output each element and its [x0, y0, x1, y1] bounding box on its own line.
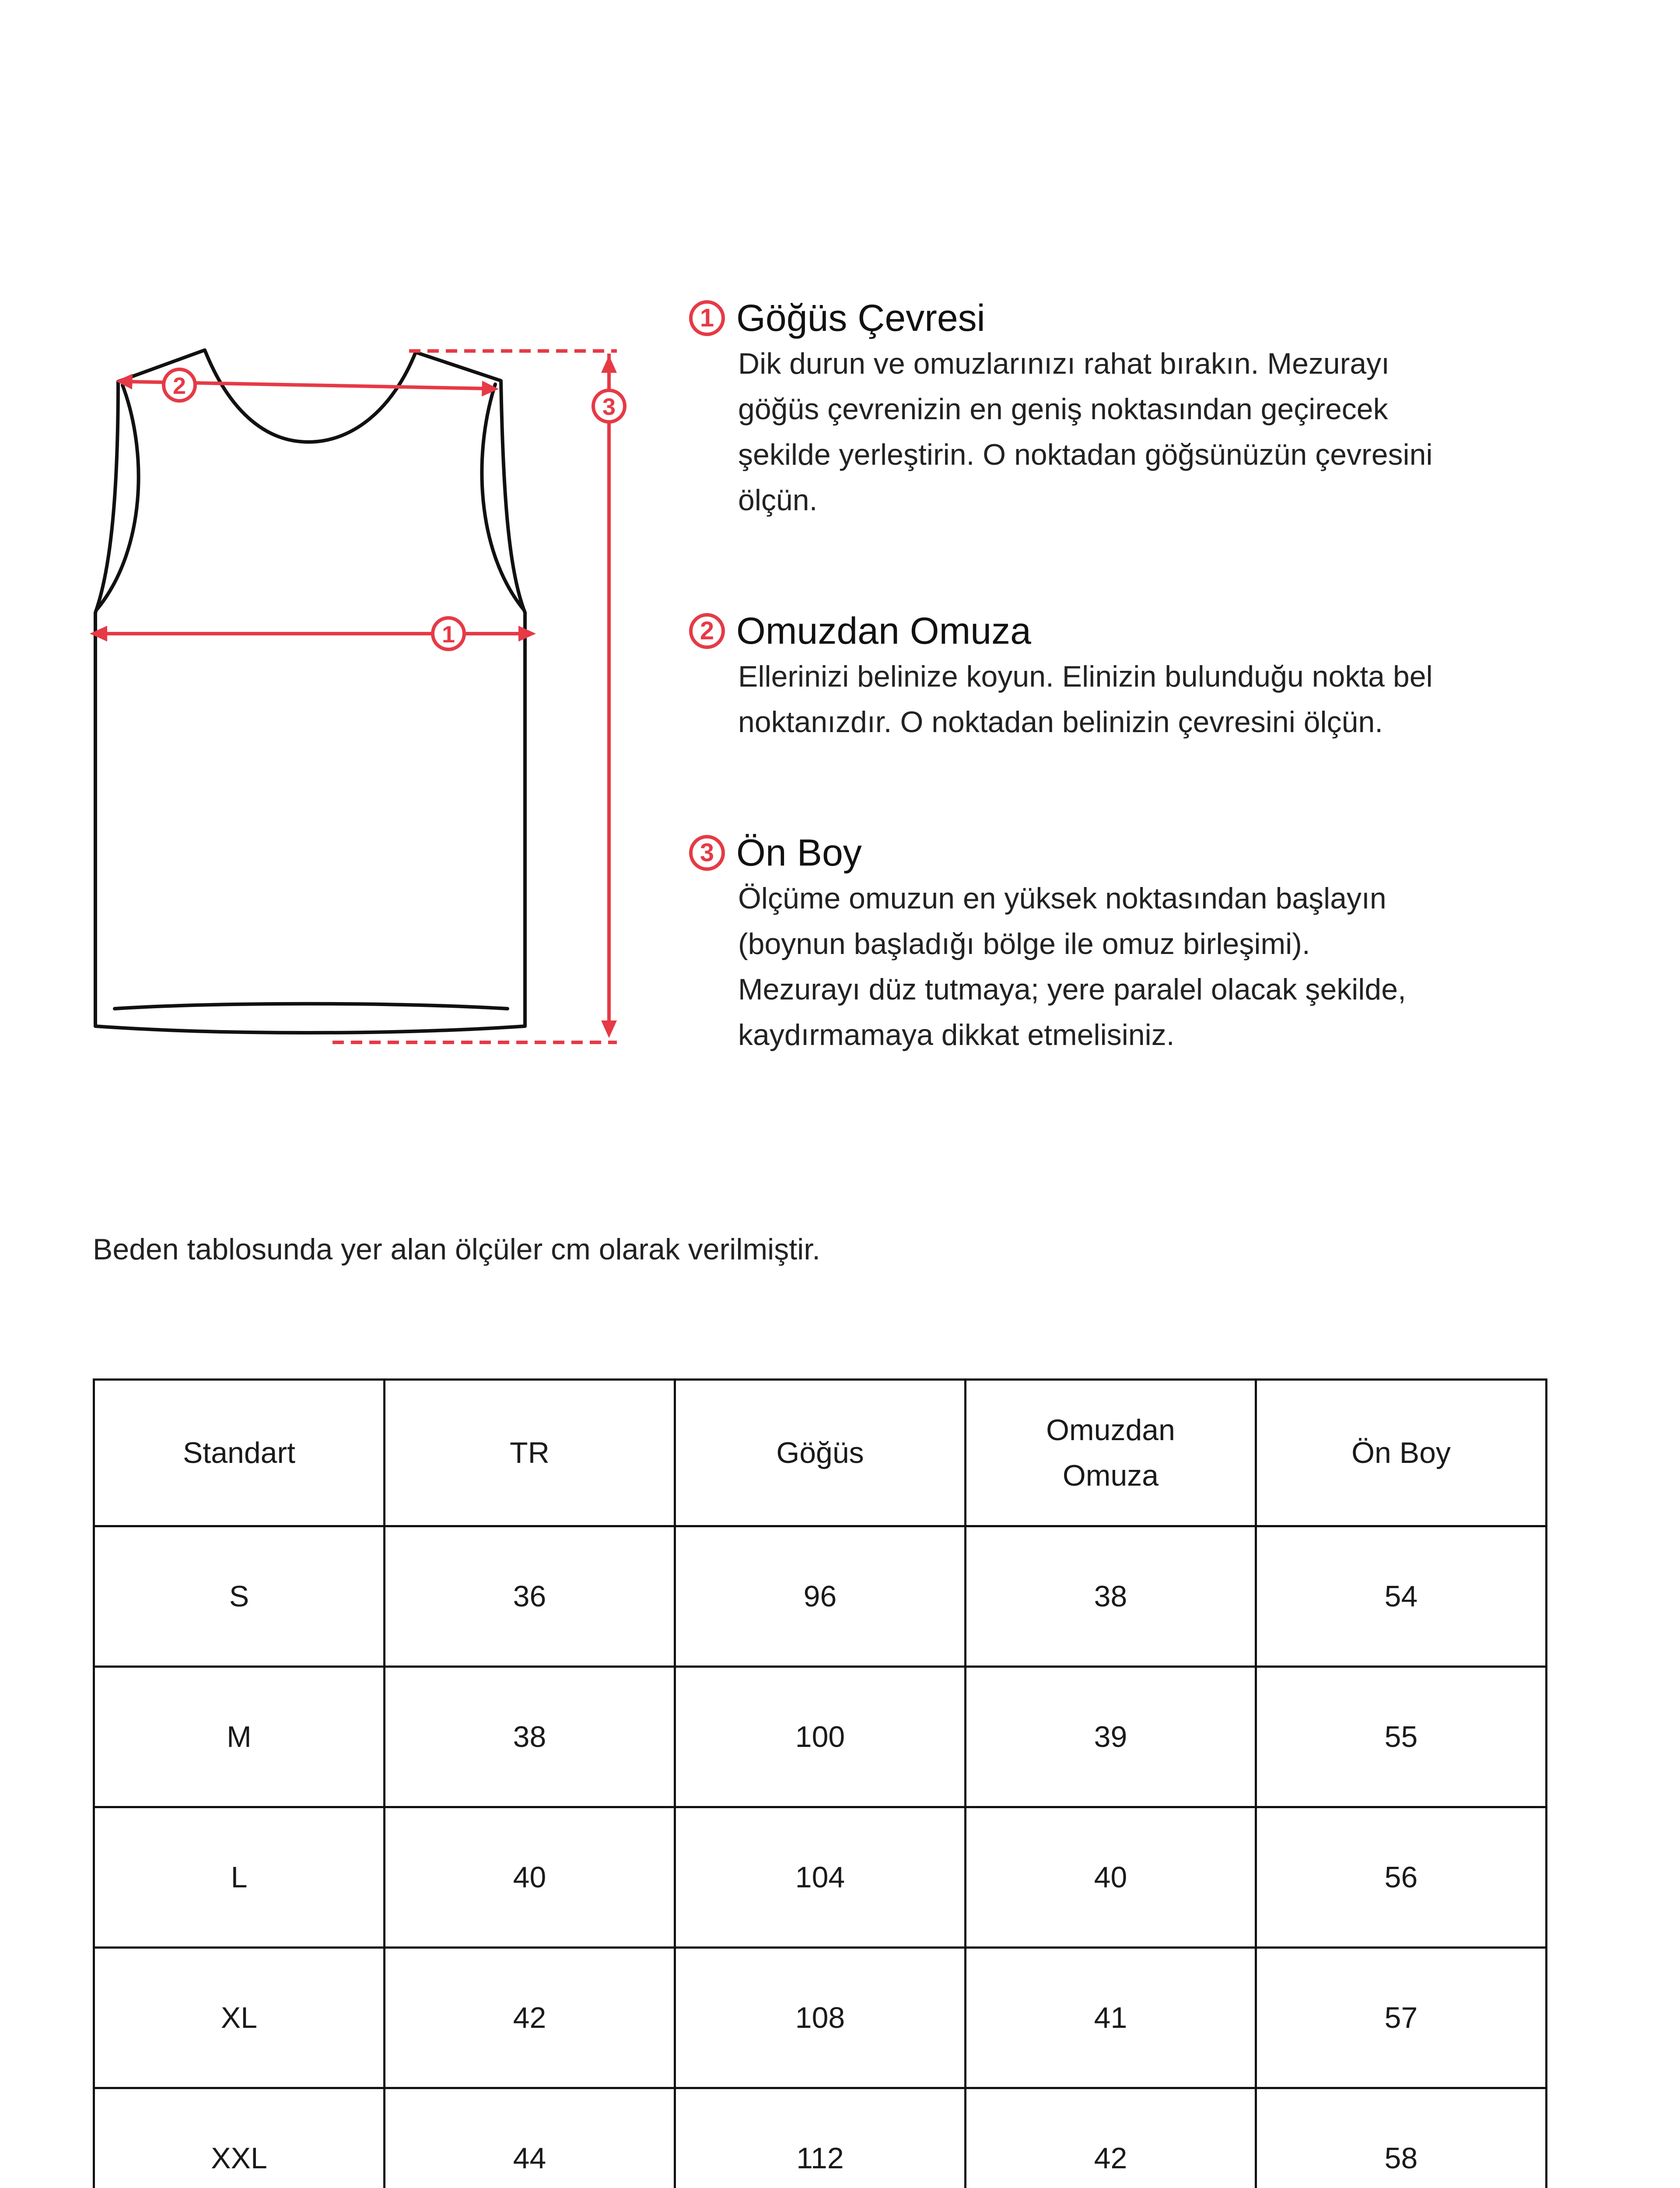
- cell-gogus: 100: [675, 1667, 966, 1807]
- table-row: [94, 1948, 1547, 2088]
- cell-gogus: 112: [675, 2088, 966, 2188]
- size-chart-table: [93, 1378, 1547, 2188]
- length-title: Ön Boy: [736, 832, 862, 874]
- chest-arrowhead-left: [90, 626, 107, 642]
- cell-gogus: 104: [675, 1807, 966, 1948]
- cell-on-boy: 54: [1256, 1526, 1547, 1667]
- hem-stitch-line: [115, 1004, 508, 1009]
- header-omuza-line: Omuza: [1062, 1459, 1159, 1492]
- table-row: [94, 1667, 1547, 1807]
- cell-on-boy: 55: [1256, 1667, 1547, 1807]
- shoulder-title: Omuzdan Omuza: [736, 610, 1031, 652]
- chest-badge-number: 1: [441, 621, 455, 648]
- cell-omuzdan-omuza: 39: [966, 1667, 1256, 1807]
- garment-outline: [95, 350, 525, 1033]
- cell-omuzdan-omuza: 40: [966, 1807, 1256, 1948]
- shoulder-instructions: Ellerinizi belinize koyun. Elinizin bulunduğu nokta bel noktanızdır. O noktadan belinizin çevresini ölçün.: [738, 660, 1433, 739]
- header-tr: TR: [385, 1380, 675, 1526]
- cell-standart: XL: [94, 1948, 385, 2088]
- cell-omuzdan-omuza: 41: [966, 1948, 1256, 2088]
- chest-instructions: Dik durun ve omuzlarınızı rahat bırakın. Mezurayı göğüs çevrenizin en geniş noktasından geçirecek şekilde yerleştirin. O noktadan göğsünüzün çevresini ölçün.: [738, 347, 1433, 517]
- cell-on-boy: 57: [1256, 1948, 1547, 2088]
- header-omuzdan-line: Omuzdan: [1046, 1413, 1175, 1447]
- cell-tr: 38: [385, 1667, 675, 1807]
- header-omuzdan-omuza: [966, 1380, 1256, 1526]
- header-standart: Standart: [94, 1380, 385, 1526]
- chest-title: Göğüs Çevresi: [736, 297, 985, 339]
- table-row: [94, 1807, 1547, 1948]
- length-instructions: Ölçüme omuzun en yüksek noktasından başlayın (boynun başladığı bölge ile omuz birleşimi). Mezurayı düz tutmaya; yere paralel olacak şekilde, kaydırmamaya dikkat etmelisiniz.: [738, 882, 1406, 1052]
- tank-top-measurement-diagram: [0, 0, 656, 1094]
- cell-standart: M: [94, 1667, 385, 1807]
- cell-omuzdan-omuza: 38: [966, 1526, 1256, 1667]
- cell-standart: S: [94, 1526, 385, 1667]
- cell-tr: 36: [385, 1526, 675, 1667]
- shoulder-badge-number: 2: [172, 373, 186, 399]
- cell-on-boy: 56: [1256, 1807, 1547, 1948]
- table-row: [94, 1526, 1547, 1667]
- chest-arrowhead-right: [518, 626, 536, 642]
- size-chart-note: Beden tablosunda yer alan ölçüler cm olarak verilmiştir.: [93, 1233, 821, 1266]
- header-gogus: Göğüs: [675, 1380, 966, 1526]
- cell-on-boy: 58: [1256, 2088, 1547, 2188]
- length-arrowhead-bottom: [601, 1020, 617, 1038]
- header-on-boy: Ön Boy: [1256, 1380, 1547, 1526]
- shoulder-section: [689, 608, 1608, 745]
- chest-number-badge: 1: [689, 300, 725, 336]
- shoulder-number-badge: 2: [689, 613, 725, 649]
- cell-standart: L: [94, 1807, 385, 1948]
- cell-tr: 42: [385, 1948, 675, 2088]
- cell-omuzdan-omuza: 42: [966, 2088, 1256, 2188]
- cell-gogus: 108: [675, 1948, 966, 2088]
- length-badge-number: 3: [602, 394, 616, 420]
- cell-tr: 40: [385, 1807, 675, 1948]
- cell-standart: XXL: [94, 2088, 385, 2188]
- table-row: [94, 2088, 1547, 2188]
- table-header-row: [94, 1380, 1547, 1526]
- length-number-badge: 3: [689, 835, 725, 871]
- cell-tr: 44: [385, 2088, 675, 2188]
- chest-section: [689, 295, 1608, 523]
- length-arrowhead-top: [601, 355, 617, 373]
- length-section: [689, 830, 1608, 1058]
- cell-gogus: 96: [675, 1526, 966, 1667]
